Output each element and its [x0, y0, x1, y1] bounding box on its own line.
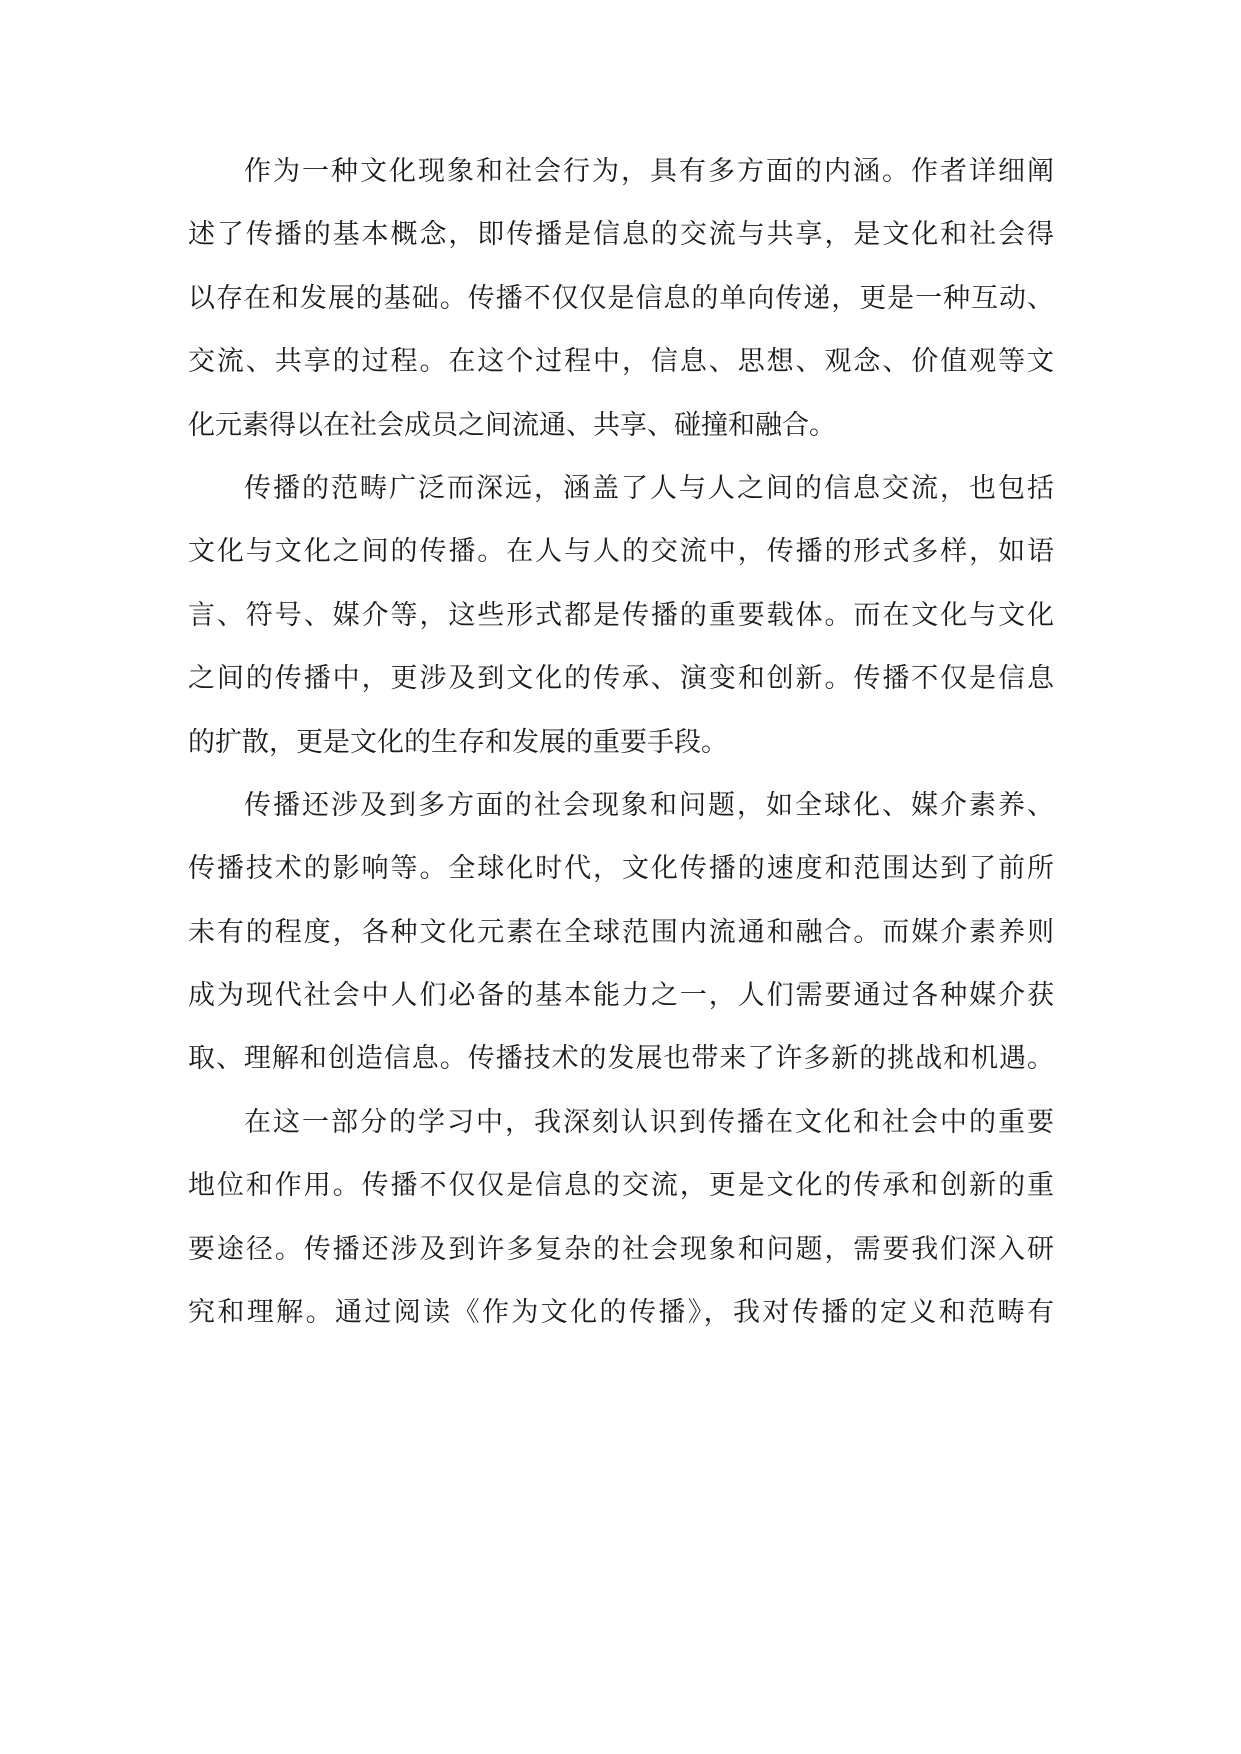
paragraph-line: 之间的传播中，更涉及到文化的传承、演变和创新。传播不仅是信息: [188, 663, 1054, 695]
paragraph-line: 交流、共享的过程。在这个过程中，信息、思想、观念、价值观等文: [188, 346, 1054, 378]
paragraph-line: 未有的程度，各种文化元素在全球范围内流通和融合。而媒介素养则: [188, 916, 1054, 948]
paragraph-line: 述了传播的基本概念，即传播是信息的交流与共享，是文化和社会得: [188, 219, 1054, 251]
paragraph-line: 传播的范畴广泛而深远，涵盖了人与人之间的信息交流，也包括: [244, 472, 1054, 504]
paragraph-line: 以存在和发展的基础。传播不仅仅是信息的单向传递，更是一种互动、: [188, 282, 1054, 314]
paragraph-line: 地位和作用。传播不仅仅是信息的交流，更是文化的传承和创新的重: [188, 1170, 1054, 1202]
paragraph-line: 言、符号、媒介等，这些形式都是传播的重要载体。而在文化与文化: [188, 599, 1054, 631]
paragraph-line: 究和理解。通过阅读《作为文化的传播》，我对传播的定义和范畴有: [188, 1297, 1054, 1329]
paragraph-4: [188, 1091, 1054, 1345]
paragraph-line: 的扩散，更是文化的生存和发展的重要手段。: [188, 726, 728, 758]
paragraph-line: 要途径。传播还涉及到许多复杂的社会现象和问题，需要我们深入研: [188, 1233, 1054, 1265]
document-body: [188, 140, 1054, 1344]
paragraph-1: [188, 140, 1054, 457]
paragraph-line: 作为一种文化现象和社会行为，具有多方面的内涵。作者详细阐: [244, 156, 1054, 187]
paragraph-line: 在这一部分的学习中，我深刻认识到传播在文化和社会中的重要: [244, 1106, 1054, 1138]
paragraph-line: 成为现代社会中人们必备的基本能力之一，人们需要通过各种媒介获: [188, 980, 1054, 1012]
paragraph-line: 传播技术的影响等。全球化时代，文化传播的速度和范围达到了前所: [188, 853, 1054, 885]
paragraph-2: [188, 457, 1054, 774]
paragraph-line: 文化与文化之间的传播。在人与人的交流中，传播的形式多样，如语: [188, 536, 1054, 568]
paragraph-line: 化元素得以在社会成员之间流通、共享、碰撞和融合。: [188, 409, 836, 441]
paragraph-3: [188, 774, 1054, 1091]
paragraph-line: 传播还涉及到多方面的社会现象和问题，如全球化、媒介素养、: [244, 789, 1054, 821]
paragraph-line: 取、理解和创造信息。传播技术的发展也带来了许多新的挑战和机遇。: [188, 1043, 1054, 1075]
